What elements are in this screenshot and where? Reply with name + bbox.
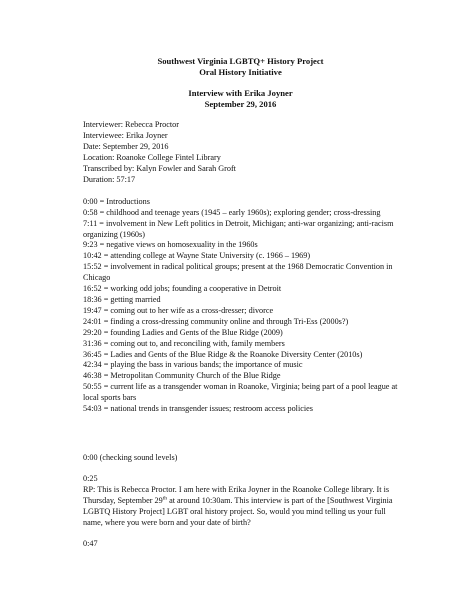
toc-entry: 18:36 = getting married [83,294,161,304]
toc-entry: 7:11 = involvement in New Left politics in Detroit, Michigan; anti-war organizing; anti-racism organizing (1960s) [83,218,394,239]
toc-entry: 0:00 = Introductions [83,196,150,206]
transcript-body [83,453,398,550]
toc-entry: 24:01 = finding a cross-dressing community online and through Tri-Ess (2000s?) [83,316,349,326]
speaker-turn [83,474,398,529]
metadata-line: Transcribed by: Kalyn Fowler and Sarah Groft [83,164,236,173]
toc-entry: 42:34 = playing the bass in various bands; the importance of music [83,360,303,370]
turn-text: RP: This is Rebecca Proctor. I am here with Erika Joyner in the Roanoke College library. It is Thursday, September 29 [83,485,390,506]
timestamp: 0:25 [83,474,98,484]
toc-entry: 54:03 = national trends in transgender issues; restroom access policies [83,404,313,414]
toc-entry: 9:23 = negative views on homosexuality in the 1960s [83,240,258,250]
project-header [83,56,398,77]
interview-metadata [83,120,398,185]
toc-entry: 15:52 = involvement in radical political groups; present at the 1968 Democratic Convention in Chicago [83,262,393,283]
turn-text-continued: at around 10:30am. This interview is part of the [Southwest Virginia LGBTQ History Project] LGBT oral history project. So, would you mind telling us your full name, where you were born and your date of birth? [83,496,393,527]
metadata-line: Interviewee: Erika Joyner [83,131,168,141]
interview-title: Interview with Erika Joyner [188,88,293,99]
toc-entry: 36:45 = Ladies and Gents of the Blue Ridge & the Roanoke Diversity Center (2010s) [83,349,363,359]
metadata-line: Duration: 57:17 [83,174,136,184]
initiative-title: Oral History Initiative [199,66,282,77]
ordinal-suffix: th [162,495,168,502]
metadata-line: Location: Roanoke College Fintel Library [83,153,221,163]
interview-date: September 29, 2016 [204,98,277,109]
transcript-page [83,56,398,561]
metadata-line: Date: September 29, 2016 [83,142,169,152]
timestamp: 0:47 [83,539,98,549]
toc-entry: 10:42 = attending college at Wayne State University (c. 1966 – 1969) [83,251,311,261]
interview-header [83,88,398,109]
toc-entry: 50:55 = current life as a transgender woman in Roanoke, Virginia; being part of a pool league at local sports bars [83,382,398,403]
project-title: Southwest Virginia LGBTQ+ History Project [157,56,324,66]
toc-entry: 46:38 = Metropolitan Community Church of the Blue Ridge [83,371,281,381]
toc-entry: 0:58 = childhood and teenage years (1945 – early 1960s); exploring gender; cross-dressing [83,207,381,217]
metadata-line: Interviewer: Rebecca Proctor [83,120,179,130]
toc-entry: 31:36 = coming out to, and reconciling with, family members [83,338,285,348]
toc-entry: 19:47 = coming out to her wife as a cross-dresser; divorce [83,305,274,315]
sound-check-line: 0:00 (checking sound levels) [83,452,178,462]
toc-entry: 29:20 = founding Ladies and Gents of the Blue Ridge (2009) [83,327,283,337]
table-of-contents [83,197,398,415]
toc-entry: 16:52 = working odd jobs; founding a cooperative in Detroit [83,284,282,294]
